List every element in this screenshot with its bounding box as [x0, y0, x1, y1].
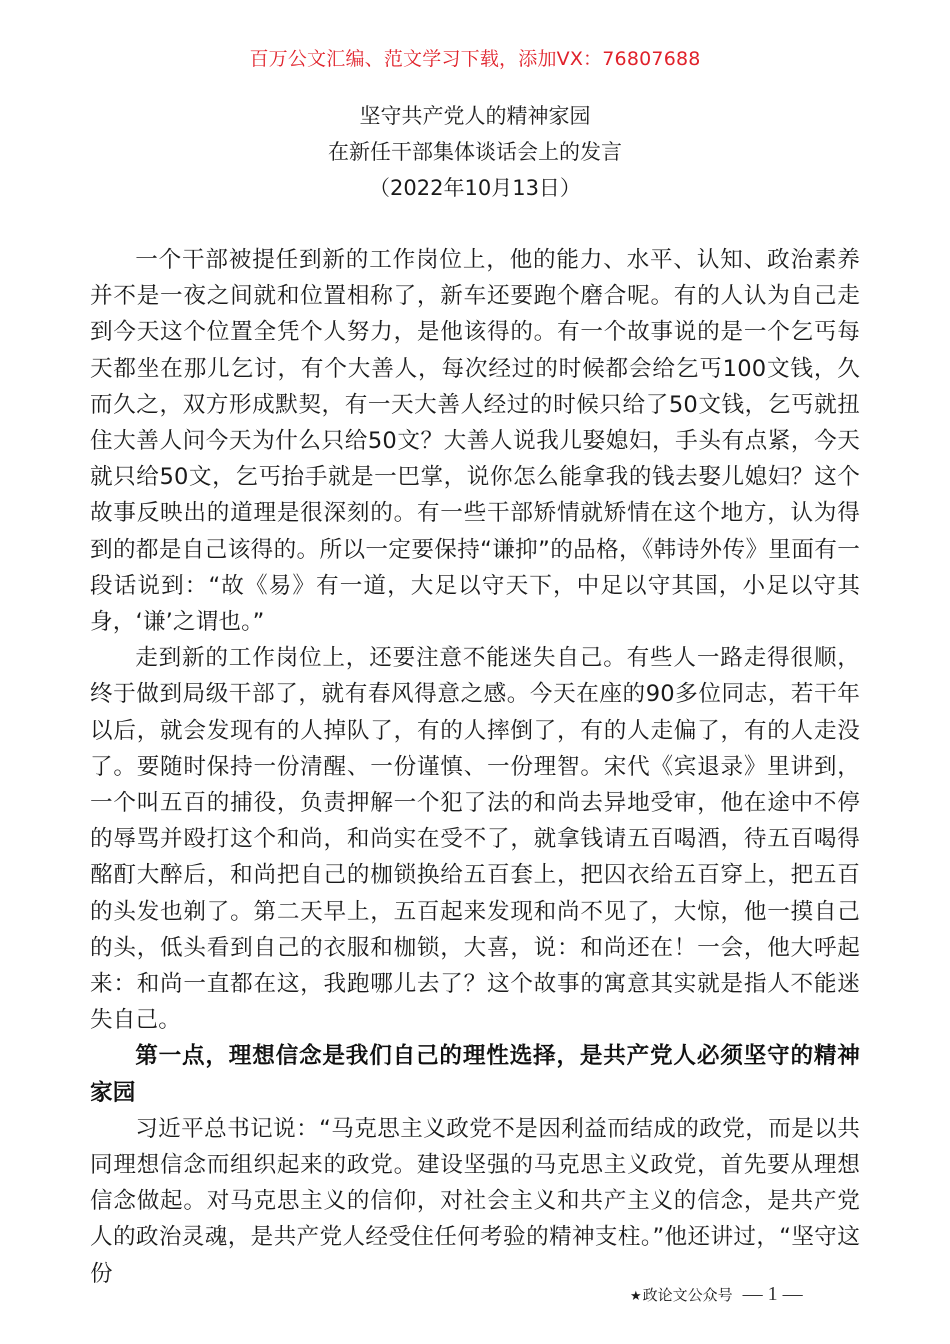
document-subtitle: 在新任干部集体谈话会上的发言 [328, 140, 622, 164]
page-footer [630, 1283, 803, 1308]
document-title: 坚守共产党人的精神家园 [359, 104, 591, 128]
title-block [0, 98, 950, 206]
paragraph-humility: 一个干部被提任到新的工作岗位上，他的能力、水平、认知、政治素养并不是一夜之间就和位置相称了，新车还要跑个磨合呢。有的人认为自己走到今天这个位置全凭个人努力，是他该得的。有一个故事说的是一个乞丐每天都坐在那儿乞讨，有个大善人，每次经过的时候都会给乞丐100文钱，久而久之，双方形成默契，有一天大善人经过的时候只给了50文钱，乞丐就扭住大善人问今天为什么只给50文？大善人说我儿娶媳妇，手头有点紧，今天就只给50文，乞丐抬手就是一巴掌，说你怎么能拿我的钱去娶儿媳妇？这个故事反映出的道理是很深刻的。有一些干部矫情就矫情在这个地方，认为得到的都是自己该得的。所以一定要保持“谦抑”的品格，《韩诗外传》里面有一段话说到：“故《易》有一道，大足以守天下，中足以守其国，小足以守其身，‘谦’之谓也。” [90, 247, 860, 636]
document-date: （2022年10月13日） [369, 176, 581, 200]
page-number: — 1 — [742, 1283, 803, 1305]
paragraph-ideals-quote: 习近平总书记说：“马克思主义政党不是因利益而结成的政党，而是以共同理想信念而组织起来的政党。建设坚强的马克思主义政党，首先要从理想信念做起。对马克思主义的信仰，对社会主义和共产主义的信念，是共产党人的政治灵魂，是共产党人经受住任何考验的精神支柱。”他还讲过，“坚守这份 [90, 1115, 860, 1287]
watermark-banner: 百万公文汇编、范文学习下载，添加VX：76807688 [249, 48, 701, 70]
document-body [90, 242, 860, 1292]
section-heading-point-one: 第一点，理想信念是我们自己的理性选择，是共产党人必须坚守的精神家园 [90, 1043, 860, 1106]
footer-source: 政论文公众号 [642, 1286, 733, 1304]
star-icon: ★ [630, 1289, 642, 1304]
paragraph-dont-lose-yourself: 走到新的工作岗位上，还要注意不能迷失自己。有些人一路走得很顺，终于做到局级干部了，就有春风得意之感。今天在座的90多位同志，若干年以后，就会发现有的人掉队了，有的人摔倒了，有的人走偏了，有的人走没了。要随时保持一份清醒、一份谨慎、一份理智。宋代《宾退录》里讲到，一个叫五百的捕役，负责押解一个犯了法的和尚去异地受审，他在途中不停的辱骂并殴打这个和尚，和尚实在受不了，就拿钱请五百喝酒，待五百喝得酩酊大醉后，和尚把自己的枷锁换给五百套上，把囚衣给五百穿上，把五百的头发也剃了。第二天早上，五百起来发现和尚不见了，大惊，他一摸自己的头，低头看到自己的衣服和枷锁，大喜，说：和尚还在！一会，他大呼起来：和尚一直都在这，我跑哪儿去了？这个故事的寓意其实就是指人不能迷失自己。 [90, 645, 860, 1034]
